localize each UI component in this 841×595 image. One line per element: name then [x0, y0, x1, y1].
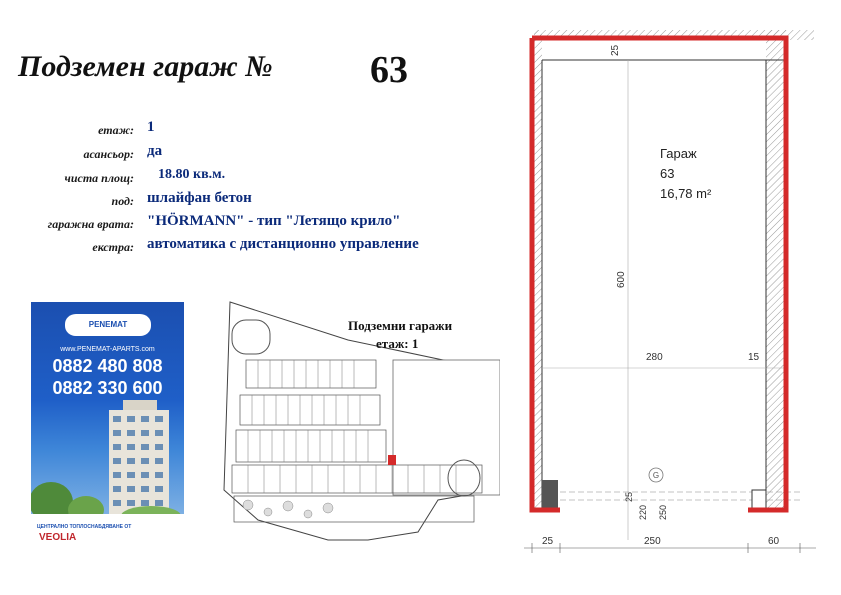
- spec-value: 18.80 кв.м.: [158, 167, 226, 182]
- site-plan-title: Подземни гаражи: [348, 318, 453, 333]
- spec-label: екстра:: [92, 240, 134, 254]
- title-text: Подземен гараж №: [18, 50, 273, 83]
- spec-row-door: [0, 213, 520, 233]
- garage-number: 63: [370, 49, 408, 91]
- dim-width-inner: 280: [646, 352, 663, 363]
- spec-label: етаж:: [98, 123, 134, 137]
- spec-row-floor-type: [0, 190, 520, 210]
- page-title: [18, 50, 273, 84]
- advertisement-banner: [31, 302, 184, 548]
- spec-row-extra: [0, 236, 520, 256]
- highlighted-garage-marker: [388, 455, 396, 465]
- spec-label: гаражна врата:: [47, 217, 134, 231]
- right-pillar: [752, 490, 766, 510]
- garage-floor-plan: [520, 20, 820, 580]
- dim-top-wall: 25: [610, 44, 621, 56]
- site-plan-floor: етаж: 1: [376, 336, 419, 351]
- site-plan: [218, 300, 500, 548]
- room-number: 63: [660, 166, 675, 181]
- spec-label: чиста площ:: [64, 171, 134, 185]
- wall-hatch-right: [766, 30, 786, 510]
- spec-label: асансьор:: [83, 147, 134, 161]
- spec-row-elevator: [0, 143, 520, 163]
- spec-value: "HÖRMANN" - тип "Летящо крило": [147, 213, 401, 229]
- ad-phone-1: 0882 480 808: [52, 356, 163, 376]
- spec-row-area: [0, 167, 520, 187]
- dim-right-wall: 15: [748, 352, 760, 363]
- left-pillar: [542, 480, 558, 508]
- dim-height: 600: [616, 271, 627, 288]
- veolia-logo-text: VEOLIA: [39, 532, 77, 543]
- room-name: Гараж: [660, 146, 697, 161]
- room-area: 16,78 m²: [660, 186, 712, 201]
- axis-label: G: [652, 471, 660, 480]
- brand-logo: PENEMAT: [65, 314, 151, 336]
- dim-door-b: 220: [638, 504, 648, 520]
- wall-hatch-left: [534, 30, 542, 510]
- ad-website: www.PENEMAT-APARTS.com: [60, 346, 155, 353]
- ad-phone-2: 0882 330 600: [52, 378, 163, 398]
- dim-door-c: 25: [624, 491, 634, 502]
- dim-door-a: 250: [658, 504, 668, 520]
- spec-label: под:: [111, 194, 134, 208]
- spec-row-floor: [0, 119, 520, 139]
- spec-value: да: [147, 143, 163, 159]
- dim-right-bottom: 60: [768, 536, 780, 547]
- spec-value: 1: [147, 119, 155, 135]
- veolia-logo: [39, 532, 76, 543]
- ad-footer-text: ЦЕНТРАЛНО ТОПЛОСНАБДЯВАНЕ ОТ: [37, 524, 132, 530]
- spec-value: шлайфан бетон: [147, 190, 252, 206]
- dim-bottom-width: 250: [644, 536, 661, 547]
- spec-value: автоматика с дистанционно управление: [147, 236, 419, 252]
- dim-left-bottom: 25: [542, 536, 554, 547]
